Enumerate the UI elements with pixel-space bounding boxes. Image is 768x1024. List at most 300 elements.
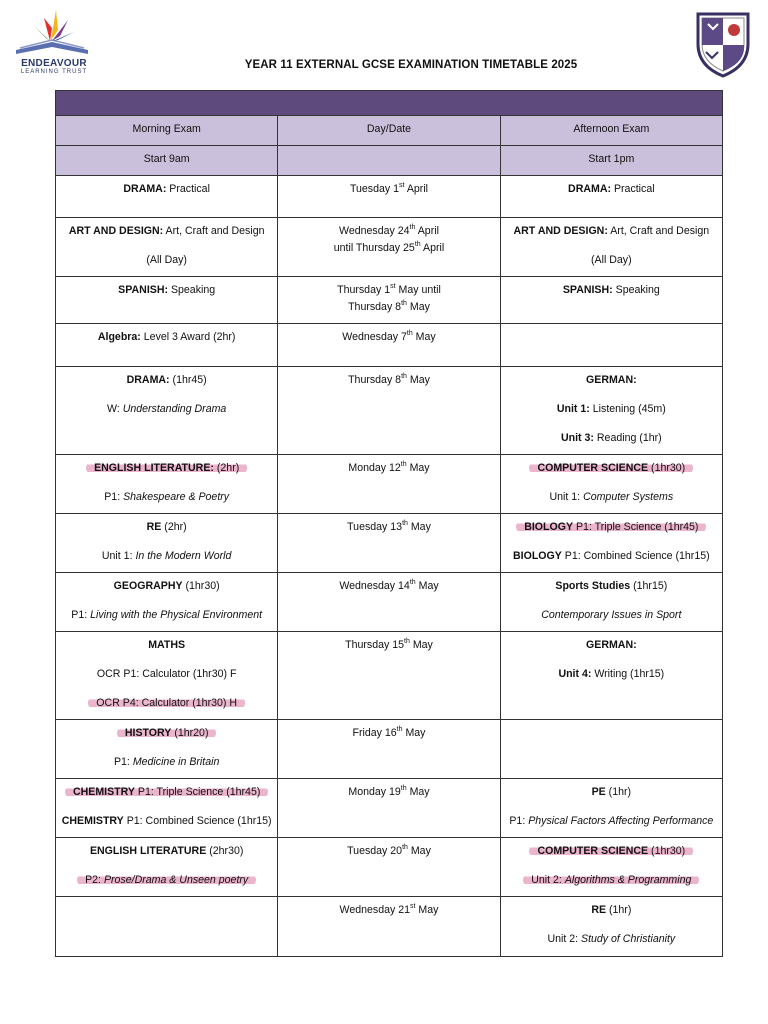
morning-line (60, 223, 273, 240)
date-suffix: th (409, 224, 416, 231)
line-gap (60, 654, 273, 666)
paper-title: In the Modern World (135, 550, 232, 562)
timetable-body (56, 176, 723, 957)
line-text (148, 639, 185, 651)
header-afternoon: Afternoon Exam (500, 116, 722, 146)
date-suffix: th (409, 579, 416, 586)
day-line (282, 784, 495, 801)
page-title: YEAR 11 EXTERNAL GCSE EXAMINATION TIMETABLE 2025 (244, 59, 578, 71)
line-text (557, 403, 666, 415)
month-text: April (404, 183, 429, 195)
detail-text: Wednesday 7 (342, 331, 407, 343)
detail-text: Tuesday 1 (349, 183, 400, 195)
detail-text: P2: (85, 874, 104, 886)
line-text (97, 668, 237, 680)
line-text (353, 727, 426, 739)
morning-line (60, 872, 273, 889)
line-gap (505, 919, 718, 931)
afternoon-line (505, 607, 718, 624)
day-line (282, 181, 495, 198)
line-text (69, 225, 265, 237)
detail-text: P1: Combined Science (1hr15) (123, 815, 272, 827)
date-suffix: th (400, 461, 407, 468)
afternoon-line (505, 548, 718, 565)
subject-name: SPANISH: (118, 284, 169, 296)
detail-text: Friday 16 (352, 727, 397, 739)
day-date-cell (278, 218, 500, 277)
detail-text: (1hr30) (648, 462, 686, 474)
line-gap (60, 683, 273, 695)
table-row (56, 573, 723, 632)
line-text (348, 786, 429, 798)
day-date-cell (278, 367, 500, 455)
line-text (342, 331, 435, 343)
table-row (56, 514, 723, 573)
morning-line (60, 813, 273, 830)
line-text (107, 403, 226, 415)
subject-name: Unit 1: (556, 403, 590, 415)
table-banner-row (56, 91, 723, 116)
highlighted-text (529, 845, 693, 857)
line-text (127, 374, 207, 386)
line-text (513, 550, 710, 562)
afternoon-line (505, 902, 718, 919)
highlighted-text (88, 697, 245, 709)
morning-line (60, 252, 273, 269)
morning-exam-cell (56, 897, 278, 957)
detail-text: Monday 19 (348, 786, 401, 798)
day-line (282, 329, 495, 346)
morning-exam-cell (56, 277, 278, 324)
line-gap (505, 860, 718, 872)
afternoon-line (505, 519, 718, 536)
line-text (345, 639, 433, 651)
table-row (56, 632, 723, 720)
detail-text: Thursday 1 (337, 284, 391, 296)
detail-text: until Thursday 25 (333, 242, 415, 254)
detail-text: Unit 2: (531, 874, 565, 886)
month-text: May (409, 639, 433, 651)
subject-name: MATHS (148, 639, 186, 651)
detail-text: Level 3 Award (2hr) (140, 331, 236, 343)
header-day: Day/Date (278, 116, 500, 146)
line-text (555, 580, 667, 592)
detail-text: Speaking (168, 284, 216, 296)
subject-name: BIOLOGY (524, 521, 574, 533)
paper-title: Living with the Physical Environment (90, 609, 263, 621)
morning-exam-cell (56, 367, 278, 455)
morning-exam-cell (56, 632, 278, 720)
day-date-cell (278, 573, 500, 632)
subject-name: ENGLISH LITERATURE (89, 845, 207, 857)
line-text (509, 815, 713, 827)
afternoon-line (505, 460, 718, 477)
line-text (118, 284, 215, 296)
detail-text: Thursday 8 (348, 301, 402, 313)
month-text: April (420, 242, 445, 254)
afternoon-line (505, 430, 718, 447)
line-text (348, 462, 429, 474)
paper-title: Shakespeare & Poetry (123, 491, 230, 503)
line-text (340, 904, 439, 916)
paper-title: Computer Systems (583, 491, 674, 503)
paper-title: Understanding Drama (122, 403, 227, 415)
afternoon-line (505, 181, 718, 198)
day-date-cell (278, 897, 500, 957)
highlighted-text (516, 521, 706, 533)
line-text (62, 815, 272, 827)
paper-title: Medicine in Britain (132, 756, 220, 768)
line-gap (60, 477, 273, 489)
line-text (563, 284, 660, 296)
detail-text: Tuesday 13 (347, 521, 403, 533)
afternoon-exam-cell (500, 455, 722, 514)
line-text (348, 301, 430, 313)
date-suffix: st (410, 903, 416, 910)
table-row (56, 720, 723, 779)
logo-name: ENDEAVOUR (21, 58, 87, 69)
line-gap (505, 801, 718, 813)
paper-title: Algorithms & Programming (564, 874, 692, 886)
line-text (347, 845, 431, 857)
morning-line (60, 548, 273, 565)
highlighted-text (117, 727, 217, 739)
afternoon-line (505, 401, 718, 418)
afternoon-line (505, 223, 718, 240)
afternoon-exam-cell (500, 838, 722, 897)
subject-name: DRAMA: (568, 183, 612, 195)
day-date-cell (278, 324, 500, 367)
subject-name: ART AND DESIGN: (513, 225, 608, 237)
detail-text: OCR P1: Calculator (1hr30) F (96, 668, 237, 680)
detail-text: P1: (113, 756, 133, 768)
detail-text: (1hr30) (648, 845, 686, 857)
line-text (123, 183, 210, 195)
table-start-row (56, 146, 723, 176)
detail-text: (1hr45) (169, 374, 207, 386)
month-text: April (415, 225, 439, 237)
afternoon-line (505, 372, 718, 389)
line-text (586, 374, 637, 386)
morning-line (60, 695, 273, 712)
detail-text: (1hr30) (182, 580, 220, 592)
paper-title: Physical Factors Affecting Performance (528, 815, 714, 827)
day-line (282, 578, 495, 595)
detail-text: P1: Combined Science (1hr15) (561, 550, 710, 562)
day-line (282, 240, 495, 257)
date-suffix: th (406, 330, 413, 337)
subject-name: HISTORY (124, 727, 172, 739)
highlighted-text (77, 874, 256, 886)
date-suffix: th (401, 373, 407, 380)
detail-text: (All Day) (591, 254, 632, 266)
detail-text: Monday 12 (348, 462, 401, 474)
subject-name: PE (591, 786, 606, 798)
line-text (568, 183, 655, 195)
subject-name: CHEMISTRY (72, 786, 135, 798)
subject-name: Sports Studies (555, 580, 631, 592)
afternoon-line (505, 931, 718, 948)
line-text (339, 580, 438, 592)
detail-text: Thursday 8 (348, 374, 402, 386)
month-text: May (406, 786, 430, 798)
morning-line (60, 401, 273, 418)
morning-exam-cell (56, 514, 278, 573)
morning-line (60, 489, 273, 506)
line-text (104, 491, 229, 503)
day-date-cell (278, 838, 500, 897)
date-suffix: th (396, 726, 403, 733)
date-suffix: st (399, 182, 405, 189)
table-row (56, 277, 723, 324)
header-morning: Morning Exam (56, 116, 278, 146)
detail-text: (1hr15) (630, 580, 668, 592)
day-line (282, 282, 495, 299)
line-text (586, 639, 637, 651)
start-afternoon: Start 1pm (500, 146, 722, 176)
morning-line (60, 725, 273, 742)
day-line (282, 223, 495, 240)
afternoon-exam-cell (500, 324, 722, 367)
highlighted-text (529, 462, 693, 474)
line-text (350, 183, 428, 195)
day-date-cell (278, 632, 500, 720)
line-gap (505, 418, 718, 430)
line-text (147, 521, 187, 533)
detail-text: OCR P4: Calculator (1hr30) H (96, 697, 238, 709)
afternoon-exam-cell (500, 514, 722, 573)
line-gap (505, 536, 718, 548)
detail-text: Wednesday 24 (339, 225, 410, 237)
table-row (56, 218, 723, 277)
table-row (56, 455, 723, 514)
detail-text: Thursday 15 (345, 639, 405, 651)
morning-line (60, 607, 273, 624)
detail-text: Writing (1hr15) (591, 668, 665, 680)
line-gap (60, 536, 273, 548)
morning-exam-cell (56, 838, 278, 897)
subject-name: COMPUTER SCIENCE (537, 462, 649, 474)
line-gap (505, 389, 718, 401)
month-text: May (415, 904, 439, 916)
logo-subtitle: LEARNING TRUST (20, 69, 88, 75)
day-date-cell (278, 779, 500, 838)
detail-text: (1hr20) (171, 727, 209, 739)
highlighted-text (86, 462, 247, 474)
line-text (547, 933, 675, 945)
month-text: May (406, 374, 430, 386)
afternoon-exam-cell (500, 897, 722, 957)
detail-text: P1: Triple Science (1hr45) (134, 786, 261, 798)
table-row (56, 367, 723, 455)
subject-name: Unit 4: (558, 668, 592, 680)
subject-name: DRAMA: (123, 183, 167, 195)
afternoon-exam-cell (500, 573, 722, 632)
detail-text: Tuesday 20 (347, 845, 403, 857)
line-text (98, 331, 236, 343)
line-text (90, 845, 243, 857)
detail-text: Unit 2: (547, 933, 581, 945)
subject-name: GERMAN: (586, 639, 637, 651)
subject-name: Unit 3: (560, 432, 594, 444)
line-text (514, 225, 710, 237)
afternoon-exam-cell (500, 277, 722, 324)
detail-text: Wednesday 14 (339, 580, 410, 592)
morning-line (60, 784, 273, 801)
morning-line (60, 460, 273, 477)
month-text: May (412, 331, 436, 343)
morning-exam-cell (56, 720, 278, 779)
table-row (56, 779, 723, 838)
date-suffix: th (414, 241, 421, 248)
line-text (337, 284, 441, 296)
detail-text: Speaking (612, 284, 660, 296)
date-suffix: th (402, 844, 408, 851)
day-line (282, 519, 495, 536)
day-line (282, 725, 495, 742)
paper-title: Prose/Drama & Unseen poetry (103, 874, 249, 886)
morning-line (60, 282, 273, 299)
start-day (278, 146, 500, 176)
subject-name: BIOLOGY (512, 550, 562, 562)
day-date-cell (278, 277, 500, 324)
morning-exam-cell (56, 573, 278, 632)
detail-text: (1hr) (606, 904, 632, 916)
subject-name: ART AND DESIGN: (68, 225, 164, 237)
line-text (558, 668, 664, 680)
afternoon-line (505, 578, 718, 595)
book-flame-icon (10, 6, 94, 58)
day-line (282, 372, 495, 389)
line-gap (60, 240, 273, 252)
afternoon-line (505, 489, 718, 506)
table-row (56, 897, 723, 957)
line-gap (505, 477, 718, 489)
line-text (114, 580, 220, 592)
afternoon-line (505, 666, 718, 683)
afternoon-exam-cell (500, 632, 722, 720)
detail-text: Unit 1: (101, 550, 136, 562)
line-text (591, 254, 632, 266)
highlighted-text (523, 874, 699, 886)
day-line (282, 902, 495, 919)
line-gap (60, 801, 273, 813)
line-gap (505, 240, 718, 252)
line-text (146, 254, 187, 266)
morning-exam-cell (56, 218, 278, 277)
line-gap (505, 654, 718, 666)
afternoon-exam-cell (500, 176, 722, 218)
subject-name: RE (146, 521, 162, 533)
morning-line (60, 329, 273, 346)
line-text (550, 491, 674, 503)
morning-line (60, 637, 273, 654)
detail-text: (2hr30) (206, 845, 244, 857)
day-line (282, 843, 495, 860)
detail-text: Listening (45m) (589, 403, 666, 415)
afternoon-exam-cell (500, 218, 722, 277)
detail-text: Practical (166, 183, 210, 195)
detail-text: P1: Triple Science (1hr45) (573, 521, 699, 533)
subject-name: GERMAN: (586, 374, 637, 386)
day-date-cell (278, 455, 500, 514)
detail-text: (All Day) (146, 254, 187, 266)
line-text (541, 609, 681, 621)
table-header-row (56, 116, 723, 146)
detail-text: Practical (611, 183, 655, 195)
banner-cell (56, 91, 723, 116)
day-date-cell (278, 176, 500, 218)
detail-text: (2hr) (213, 462, 240, 474)
afternoon-line (505, 784, 718, 801)
morning-exam-cell (56, 455, 278, 514)
line-text (102, 550, 232, 562)
detail-text: P1: (71, 609, 91, 621)
morning-line (60, 578, 273, 595)
month-text: May (407, 521, 431, 533)
month-text: May (407, 845, 431, 857)
line-text (561, 432, 662, 444)
line-gap (60, 595, 273, 607)
subject-name: COMPUTER SCIENCE (537, 845, 649, 857)
line-text (592, 786, 631, 798)
start-morning: Start 9am (56, 146, 278, 176)
day-date-cell (278, 514, 500, 573)
morning-line (60, 519, 273, 536)
date-suffix: th (404, 638, 410, 645)
afternoon-line (505, 637, 718, 654)
morning-line (60, 843, 273, 860)
detail-text: W: (106, 403, 123, 415)
date-suffix: th (401, 300, 407, 307)
morning-line (60, 754, 273, 771)
subject-name: ENGLISH LITERATURE: (94, 462, 214, 474)
paper-title: Contemporary Issues in Sport (541, 609, 682, 621)
line-text (347, 521, 431, 533)
morning-line (60, 666, 273, 683)
day-line (282, 299, 495, 316)
line-text (348, 374, 430, 386)
line-text (591, 904, 631, 916)
detail-text: P1: (104, 491, 124, 503)
afternoon-line (505, 252, 718, 269)
morning-exam-cell (56, 324, 278, 367)
day-line (282, 637, 495, 654)
highlighted-text (65, 786, 268, 798)
afternoon-line (505, 872, 718, 889)
detail-text: Unit 1: (549, 491, 584, 503)
date-suffix: st (390, 283, 396, 290)
date-suffix: th (402, 520, 408, 527)
line-gap (505, 595, 718, 607)
month-text: May (415, 580, 439, 592)
detail-text: P1: (509, 815, 529, 827)
morning-exam-cell (56, 779, 278, 838)
line-gap (60, 860, 273, 872)
afternoon-exam-cell (500, 779, 722, 838)
afternoon-line (505, 843, 718, 860)
subject-name: SPANISH: (562, 284, 613, 296)
month-text: May until (395, 284, 441, 296)
detail-text: (2hr) (161, 521, 187, 533)
detail-text: Reading (1hr) (593, 432, 662, 444)
table-row (56, 838, 723, 897)
line-gap (60, 742, 273, 754)
day-date-cell (278, 720, 500, 779)
detail-text: Wednesday 21 (339, 904, 411, 916)
detail-text: Art, Craft and Design (163, 225, 265, 237)
line-text (114, 756, 219, 768)
